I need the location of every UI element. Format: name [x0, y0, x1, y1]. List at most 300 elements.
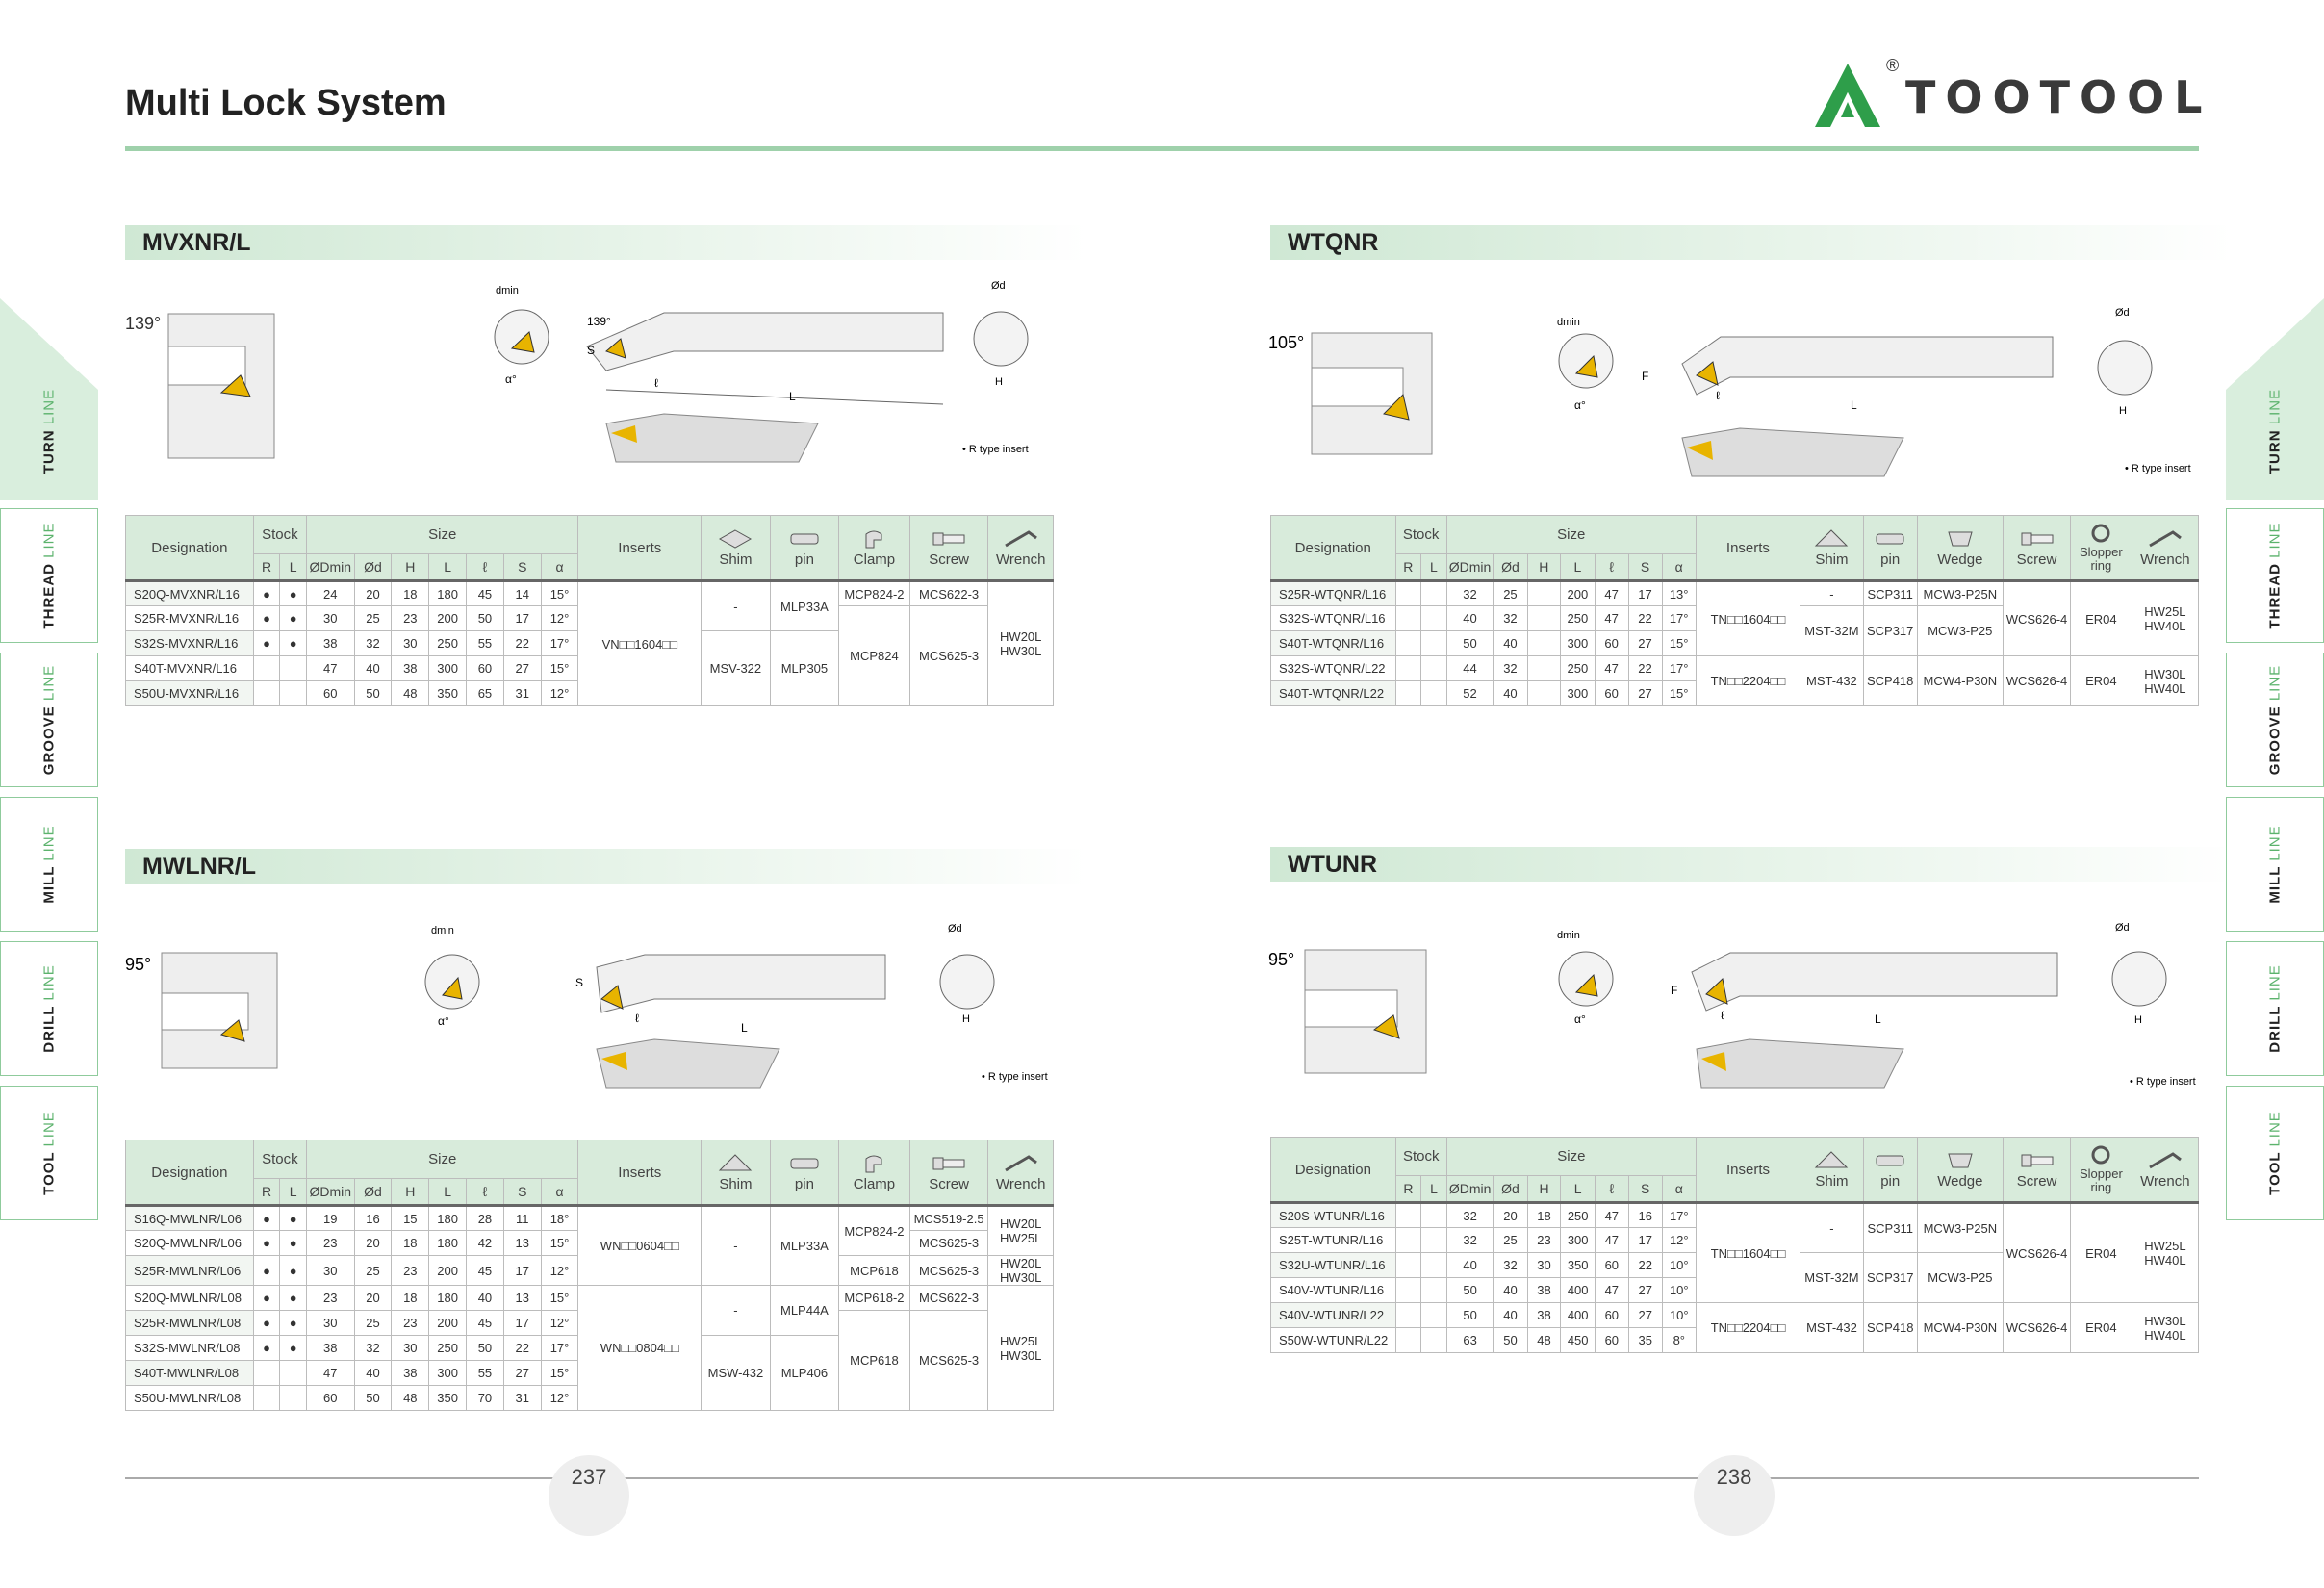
- wrench-value: HW25L: [2144, 1239, 2186, 1253]
- side-tab-thread[interactable]: [2226, 508, 2324, 643]
- tab-label: DRILL: [40, 1005, 58, 1053]
- col-s: S: [503, 1179, 541, 1206]
- col-alpha: α: [1662, 554, 1696, 581]
- cell: 17: [1628, 581, 1662, 606]
- wrench-cell: [988, 1206, 1054, 1256]
- cell: S25R-WTQNR/L16: [1271, 581, 1396, 606]
- cell: ●: [253, 1206, 280, 1231]
- col-alpha: α: [1662, 1176, 1696, 1203]
- cell: S25T-WTUNR/L16: [1271, 1228, 1396, 1253]
- cell: 47: [1595, 1228, 1628, 1253]
- cell: 48: [392, 681, 429, 706]
- registered-mark: ®: [1886, 56, 1900, 75]
- col-length: L: [429, 1179, 467, 1206]
- h-label: H: [962, 1013, 970, 1025]
- side-tab-mill[interactable]: [2226, 797, 2324, 932]
- screw-cell: MCS625-3: [909, 1256, 988, 1286]
- cell: 30: [392, 1336, 429, 1361]
- side-tab-tool[interactable]: [0, 1086, 98, 1220]
- col-alpha: α: [541, 554, 578, 581]
- cell: 27: [503, 1361, 541, 1386]
- shim-cell: -: [702, 581, 771, 631]
- col-wedge: [1917, 1138, 2003, 1203]
- screw-label: Screw: [2016, 1172, 2057, 1190]
- tab-label: TURN: [2266, 429, 2284, 474]
- slopper-label: Slopper ring: [2079, 545, 2123, 573]
- cell: 32: [1494, 606, 1527, 631]
- cell: 10°: [1662, 1253, 1696, 1278]
- wrench-cell: [988, 1256, 1054, 1286]
- pin-cell: SCP317: [1863, 1253, 1917, 1303]
- col-wrench: [988, 516, 1054, 581]
- cell: 47: [1595, 1203, 1628, 1228]
- cell: 17°: [541, 1336, 578, 1361]
- shim-cell: MST-432: [1800, 656, 1864, 706]
- shim-cell: MSV-322: [702, 631, 771, 706]
- cell: 250: [1561, 656, 1595, 681]
- cell: S32U-WTUNR/L16: [1271, 1253, 1396, 1278]
- wrench-label: Wrench: [996, 1175, 1046, 1192]
- cell: ●: [253, 1256, 280, 1286]
- cell: 32: [1494, 656, 1527, 681]
- cell: S40T-WTQNR/L22: [1271, 681, 1396, 706]
- wrench-value: HW30L: [1000, 644, 1042, 658]
- od-label: Ød: [948, 923, 962, 935]
- cell: 47: [306, 656, 354, 681]
- wrench-icon: [2146, 1150, 2184, 1171]
- wedge-cell: MCW3-P25: [1917, 1253, 2003, 1303]
- col-od: Ød: [354, 1179, 392, 1206]
- wtqnr-table: [1270, 515, 2199, 706]
- cell: 12°: [541, 1256, 578, 1286]
- wrench-value: HW40L: [2144, 619, 2186, 633]
- cell: 65: [467, 681, 504, 706]
- cell: 350: [429, 1386, 467, 1411]
- cell: 60: [1595, 1303, 1628, 1328]
- cell: 15: [392, 1206, 429, 1231]
- cell: [1395, 581, 1421, 606]
- col-wrench: [2132, 1138, 2198, 1203]
- insert-cell: TN□□2204□□: [1696, 656, 1800, 706]
- pin-cell: SCP418: [1863, 1303, 1917, 1353]
- cell: ●: [253, 1286, 280, 1311]
- cell: S32S-MVXNR/L16: [126, 631, 254, 656]
- col-odmin: ØDmin: [306, 1179, 354, 1206]
- wrench-value: HW25L: [2144, 604, 2186, 619]
- cell: 25: [354, 606, 392, 631]
- cell: 30: [392, 631, 429, 656]
- wrench-cell: [988, 581, 1054, 706]
- wedge-icon: [1941, 1150, 1979, 1171]
- wrench-label: Wrench: [996, 551, 1046, 568]
- tab-label: MILL: [2266, 865, 2284, 904]
- pin-icon: [1871, 1150, 1909, 1171]
- cell: [1527, 631, 1561, 656]
- cell: [1421, 1203, 1447, 1228]
- cell: 15°: [541, 656, 578, 681]
- cell: S40T-MVXNR/L16: [126, 656, 254, 681]
- screw-cell: MCS622-3: [909, 581, 988, 606]
- alpha-label: α°: [438, 1014, 449, 1028]
- cell: 17°: [1662, 1203, 1696, 1228]
- cell: 11: [503, 1206, 541, 1231]
- page-title: Multi Lock System: [125, 83, 447, 123]
- clamp-cell: MCP824-2: [839, 1206, 910, 1256]
- col-lsmall: ℓ: [1595, 1176, 1628, 1203]
- rtype-note: • R type insert: [982, 1071, 1048, 1083]
- cell: S32S-WTQNR/L22: [1271, 656, 1396, 681]
- clamp-label: Clamp: [853, 1175, 896, 1192]
- cell: 23: [392, 1256, 429, 1286]
- cell: 60: [306, 681, 354, 706]
- shim-cell: MST-32M: [1800, 1253, 1864, 1303]
- col-shim: [1800, 516, 1864, 581]
- cell: 180: [429, 1206, 467, 1231]
- cell: S16Q-MWLNR/L06: [126, 1206, 254, 1231]
- cell: [1395, 1303, 1421, 1328]
- cell: [1527, 681, 1561, 706]
- cell: [1395, 1203, 1421, 1228]
- cell: 27: [1628, 681, 1662, 706]
- pin-label: pin: [794, 1175, 814, 1192]
- col-pin: [1863, 516, 1917, 581]
- tab-suffix: LINE: [40, 388, 58, 425]
- tab-suffix: LINE: [2266, 522, 2284, 558]
- cell: 180: [429, 581, 467, 606]
- shim-icon: [716, 1153, 754, 1174]
- alpha-label: α°: [505, 372, 517, 386]
- side-tab-groove[interactable]: [0, 653, 98, 787]
- col-designation: Designation: [1271, 1138, 1396, 1203]
- screw-cell: WCS626-4: [2004, 656, 2071, 706]
- screw-icon: [930, 528, 968, 550]
- cell: 18: [392, 581, 429, 606]
- table-row: [1271, 581, 2199, 606]
- h-label: H: [995, 376, 1003, 388]
- dmin-label: dmin: [431, 925, 454, 936]
- clamp-cell: MCP618: [839, 1311, 910, 1411]
- cell: 40: [1494, 681, 1527, 706]
- s-label: S: [575, 976, 584, 989]
- h-label: H: [2134, 1014, 2142, 1026]
- clamp-icon: [855, 1153, 893, 1174]
- cell: [1527, 606, 1561, 631]
- cell: 17: [1628, 1228, 1662, 1253]
- cell: [1395, 1253, 1421, 1278]
- pin-cell: MLP44A: [770, 1286, 839, 1336]
- cell: S40V-WTUNR/L22: [1271, 1303, 1396, 1328]
- cell: 27: [1628, 631, 1662, 656]
- wedge-cell: MCW4-P30N: [1917, 1303, 2003, 1353]
- cell: 47: [1595, 1278, 1628, 1303]
- cell: 23: [306, 1286, 354, 1311]
- cell: 22: [1628, 656, 1662, 681]
- insert-cell: TN□□1604□□: [1696, 1203, 1800, 1303]
- shim-cell: -: [1800, 581, 1864, 606]
- tab-suffix: LINE: [2266, 964, 2284, 1001]
- wrench-cell: [2132, 1303, 2198, 1353]
- side-tab-mill[interactable]: [0, 797, 98, 932]
- brand-logo: [1809, 56, 2212, 135]
- cell: 12°: [541, 606, 578, 631]
- clamp-icon: [855, 528, 893, 550]
- wedge-label: Wedge: [1937, 1172, 1983, 1190]
- side-tab-drill[interactable]: [2226, 941, 2324, 1076]
- col-h: H: [392, 1179, 429, 1206]
- wrench-value: HW20L: [1000, 1217, 1042, 1231]
- cell: 38: [306, 631, 354, 656]
- cell: 50: [1446, 1278, 1494, 1303]
- cell: S25R-MVXNR/L16: [126, 606, 254, 631]
- wrench-icon: [2146, 528, 2184, 550]
- cell: 60: [467, 656, 504, 681]
- cell: 200: [429, 1311, 467, 1336]
- col-wrench: [2132, 516, 2198, 581]
- cell: [1421, 631, 1447, 656]
- cell: 28: [467, 1206, 504, 1231]
- cell: 31: [503, 1386, 541, 1411]
- wrench-value: HW40L: [2144, 680, 2186, 696]
- cell: S25R-MWLNR/L08: [126, 1311, 254, 1336]
- cell: ●: [253, 581, 280, 606]
- cell: 55: [467, 631, 504, 656]
- shim-label: Shim: [1815, 1172, 1849, 1190]
- cell: [1421, 656, 1447, 681]
- col-lsmall: ℓ: [1595, 554, 1628, 581]
- cell: 40: [1494, 631, 1527, 656]
- cell: 12°: [541, 1311, 578, 1336]
- cell: ●: [253, 1311, 280, 1336]
- cell: ●: [253, 1336, 280, 1361]
- wrench-value: HW20L: [1000, 1256, 1042, 1270]
- mwlnr-table: [125, 1140, 1054, 1411]
- od-label: Ød: [2115, 307, 2130, 319]
- cell: 18°: [541, 1206, 578, 1231]
- l-label: ℓ: [635, 1012, 639, 1025]
- tab-label: DRILL: [2266, 1005, 2284, 1053]
- cell: 40: [1446, 606, 1494, 631]
- insert-cell: WN□□0604□□: [578, 1206, 702, 1286]
- table-row: [126, 1286, 1054, 1311]
- tootool-logo-icon: [1809, 58, 1886, 135]
- shim-icon: [716, 528, 754, 550]
- cell: 12°: [541, 1386, 578, 1411]
- cell: 8°: [1662, 1328, 1696, 1353]
- cell: 45: [467, 1256, 504, 1286]
- dmin-label: dmin: [1557, 930, 1580, 941]
- cell: 20: [354, 1231, 392, 1256]
- cell: 18: [1527, 1203, 1561, 1228]
- cell: 32: [1446, 1228, 1494, 1253]
- screw-icon: [930, 1153, 968, 1174]
- cell: 60: [1595, 631, 1628, 656]
- insert-cell: TN□□2204□□: [1696, 1303, 1800, 1353]
- col-slopper-ring: [2070, 516, 2132, 581]
- cell: 50: [1494, 1328, 1527, 1353]
- cell: S40T-WTQNR/L16: [1271, 631, 1396, 656]
- cell: [1421, 1328, 1447, 1353]
- col-odmin: ØDmin: [306, 554, 354, 581]
- col-s: S: [503, 554, 541, 581]
- table-row: [126, 1206, 1054, 1231]
- tab-label: THREAD: [2266, 563, 2284, 629]
- wedge-cell: MCW3-P25N: [1917, 581, 2003, 606]
- cell: 250: [429, 631, 467, 656]
- tab-label: TOOL: [40, 1151, 58, 1195]
- cell: 27: [503, 656, 541, 681]
- cell: [1421, 581, 1447, 606]
- wrench-value: HW30L: [1000, 1270, 1042, 1285]
- cell: 300: [1561, 681, 1595, 706]
- cell: 30: [1527, 1253, 1561, 1278]
- side-tab-turn[interactable]: [2226, 364, 2324, 499]
- side-tab-tool[interactable]: [2226, 1086, 2324, 1220]
- length-label: L: [1875, 1012, 1881, 1026]
- side-tab-groove[interactable]: [2226, 653, 2324, 787]
- cell: 30: [306, 606, 354, 631]
- tab-label: MILL: [40, 865, 58, 904]
- cell: 40: [354, 656, 392, 681]
- col-l: L: [280, 1179, 307, 1206]
- pin-icon: [1871, 528, 1909, 550]
- cell: [1421, 1303, 1447, 1328]
- pin-cell: MLP33A: [770, 1206, 839, 1286]
- cell: 50: [467, 606, 504, 631]
- cell: 40: [467, 1286, 504, 1311]
- section-title-wtunr: WTUNR: [1270, 847, 2233, 882]
- col-lsmall: ℓ: [467, 1179, 504, 1206]
- angle-label: 95°: [1268, 950, 1295, 969]
- ring-icon: [2081, 1144, 2120, 1165]
- cell: 20: [354, 581, 392, 606]
- clamp-label: Clamp: [853, 551, 896, 568]
- cell: 22: [503, 631, 541, 656]
- pin-label: pin: [1880, 551, 1901, 568]
- col-slopper-ring: [2070, 1138, 2132, 1203]
- f-label: F: [1642, 370, 1649, 383]
- screw-label: Screw: [929, 551, 969, 568]
- screw-cell: MCS622-3: [909, 1286, 988, 1311]
- cell: 50: [1446, 631, 1494, 656]
- cell: ●: [280, 1206, 307, 1231]
- cell: S40V-WTUNR/L16: [1271, 1278, 1396, 1303]
- cell: 38: [306, 1336, 354, 1361]
- f-label: F: [1671, 984, 1678, 997]
- page-number-right: 238: [1694, 1455, 1775, 1536]
- pin-label: pin: [794, 551, 814, 568]
- wtunr-table: [1270, 1137, 2199, 1353]
- cell: [1395, 606, 1421, 631]
- mwlnr-drawing: [125, 914, 1068, 1107]
- cell: 60: [306, 1386, 354, 1411]
- pin-icon: [785, 1153, 824, 1174]
- angle-label: 139°: [125, 314, 162, 333]
- cell: 44: [1446, 656, 1494, 681]
- tab-label: GROOVE: [40, 705, 58, 776]
- cell: ●: [280, 1231, 307, 1256]
- wrench-cell: [2132, 656, 2198, 706]
- slopper-label: Slopper ring: [2079, 1166, 2123, 1194]
- shim-icon: [1812, 528, 1851, 550]
- shim-label: Shim: [719, 551, 753, 568]
- col-stock: Stock: [1395, 1138, 1446, 1176]
- col-designation: Designation: [1271, 516, 1396, 581]
- col-pin: [770, 516, 839, 581]
- h-label: H: [2119, 405, 2127, 417]
- col-shim: [702, 516, 771, 581]
- clamp-cell: MCP824: [839, 606, 910, 706]
- tab-label: THREAD: [40, 563, 58, 629]
- cell: 16: [1628, 1203, 1662, 1228]
- angle-label: 95°: [125, 955, 152, 974]
- od-label: Ød: [991, 280, 1006, 292]
- cell: 10°: [1662, 1278, 1696, 1303]
- side-tab-drill[interactable]: [0, 941, 98, 1076]
- cell: ●: [280, 631, 307, 656]
- cell: [1395, 1278, 1421, 1303]
- wrench-icon: [1002, 1153, 1040, 1174]
- col-size: Size: [306, 516, 577, 554]
- cell: 180: [429, 1231, 467, 1256]
- cell: [1395, 1228, 1421, 1253]
- cell: 23: [392, 1311, 429, 1336]
- screw-icon: [2018, 1150, 2056, 1171]
- wrench-value: HW25L: [1000, 1231, 1042, 1245]
- footer-divider: [125, 1477, 2199, 1479]
- cell: S32S-MWLNR/L08: [126, 1336, 254, 1361]
- col-inserts: Inserts: [1696, 1138, 1800, 1203]
- cell: [253, 681, 280, 706]
- cell: 60: [1595, 1253, 1628, 1278]
- col-s: S: [1628, 554, 1662, 581]
- side-tab-thread[interactable]: [0, 508, 98, 643]
- cell: 23: [306, 1231, 354, 1256]
- brand-name: TOOTOOL: [1905, 71, 2212, 123]
- cell: 30: [306, 1256, 354, 1286]
- cell: 48: [392, 1386, 429, 1411]
- side-tab-turn[interactable]: [0, 364, 98, 499]
- col-clamp: [839, 516, 910, 581]
- cell: 18: [392, 1286, 429, 1311]
- cell: [1395, 656, 1421, 681]
- cell: S50W-WTUNR/L22: [1271, 1328, 1396, 1353]
- cell: 300: [429, 656, 467, 681]
- section-title-mvxnr: MVXNR/L: [125, 225, 1087, 260]
- cell: 50: [1446, 1303, 1494, 1328]
- cell: 12°: [1662, 1228, 1696, 1253]
- cell: 13: [503, 1231, 541, 1256]
- cell: [280, 1386, 307, 1411]
- screw-cell: MCS519-2.5: [909, 1206, 988, 1231]
- page-number-left: 237: [549, 1455, 629, 1536]
- cell: ●: [280, 1286, 307, 1311]
- cell: 40: [1446, 1253, 1494, 1278]
- cell: S20S-WTUNR/L16: [1271, 1203, 1396, 1228]
- col-clamp: [839, 1140, 910, 1206]
- alpha-label: α°: [1574, 398, 1586, 412]
- col-stock: Stock: [253, 516, 306, 554]
- wrench-value: HW30L: [2144, 1313, 2186, 1328]
- cell: 17: [503, 1256, 541, 1286]
- table-row: [1271, 1303, 2199, 1328]
- dmin-label: dmin: [1557, 317, 1580, 328]
- cell: [280, 681, 307, 706]
- col-r: R: [1395, 554, 1421, 581]
- cell: 25: [354, 1311, 392, 1336]
- screw-label: Screw: [2016, 551, 2057, 568]
- cell: S20Q-MWLNR/L08: [126, 1286, 254, 1311]
- rtype-note: • R type insert: [962, 444, 1029, 455]
